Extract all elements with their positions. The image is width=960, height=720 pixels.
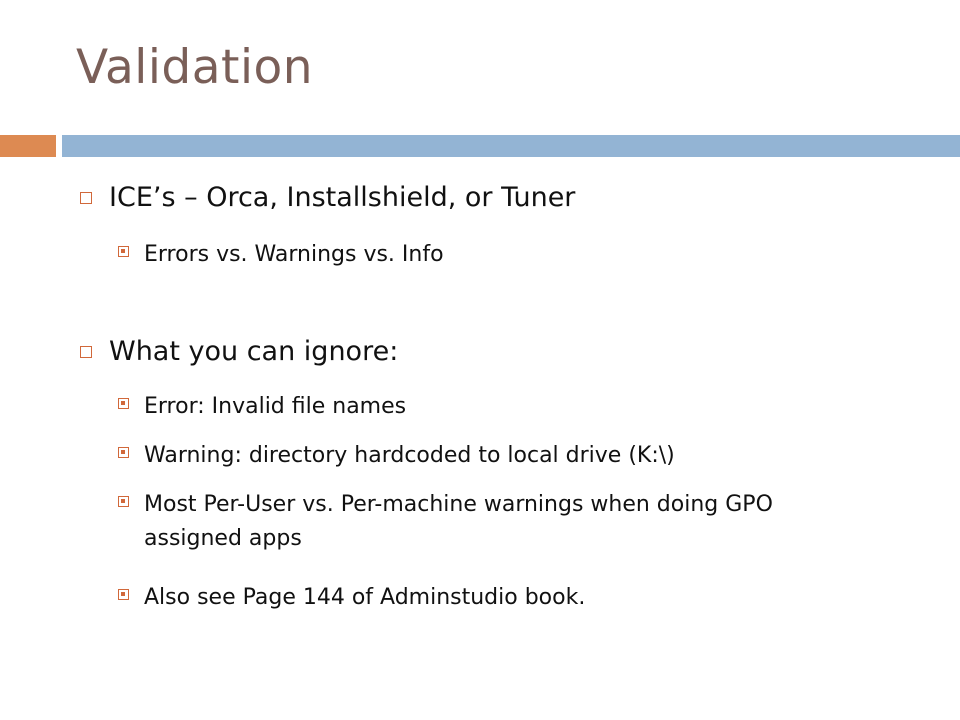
sub-bullet-text: Warning: directory hardcoded to local drive (K:\)	[144, 443, 675, 468]
sub-bullet-errors-warnings	[118, 238, 444, 272]
bullet-what-you-can-ignore	[80, 336, 398, 367]
hollow-square-bullet-icon	[80, 346, 92, 358]
slide-title: Validation	[76, 40, 314, 95]
sub-bullet-text: Also see Page 144 of Adminstudio book.	[144, 585, 586, 610]
bullet-ices	[80, 182, 575, 213]
filled-square-bullet-icon	[118, 589, 129, 600]
sub-bullet-per-user-warnings	[118, 488, 858, 556]
sub-bullet-hardcoded-drive	[118, 439, 675, 473]
sub-bullet-text: Most Per-User vs. Per-machine warnings when doing GPO assigned apps	[144, 492, 773, 551]
bullet-text: ICE’s – Orca, Installshield, or Tuner	[109, 182, 576, 213]
sub-bullet-text: Errors vs. Warnings vs. Info	[144, 242, 444, 267]
bullet-text: What you can ignore:	[109, 336, 399, 367]
sub-bullet-invalid-file-names	[118, 390, 406, 424]
hollow-square-bullet-icon	[80, 192, 92, 204]
filled-square-bullet-icon	[118, 496, 129, 507]
sub-bullet-adminstudio-book	[118, 581, 585, 615]
filled-square-bullet-icon	[118, 246, 129, 257]
filled-square-bullet-icon	[118, 398, 129, 409]
filled-square-bullet-icon	[118, 447, 129, 458]
sub-bullet-text: Error: Invalid file names	[144, 394, 407, 419]
